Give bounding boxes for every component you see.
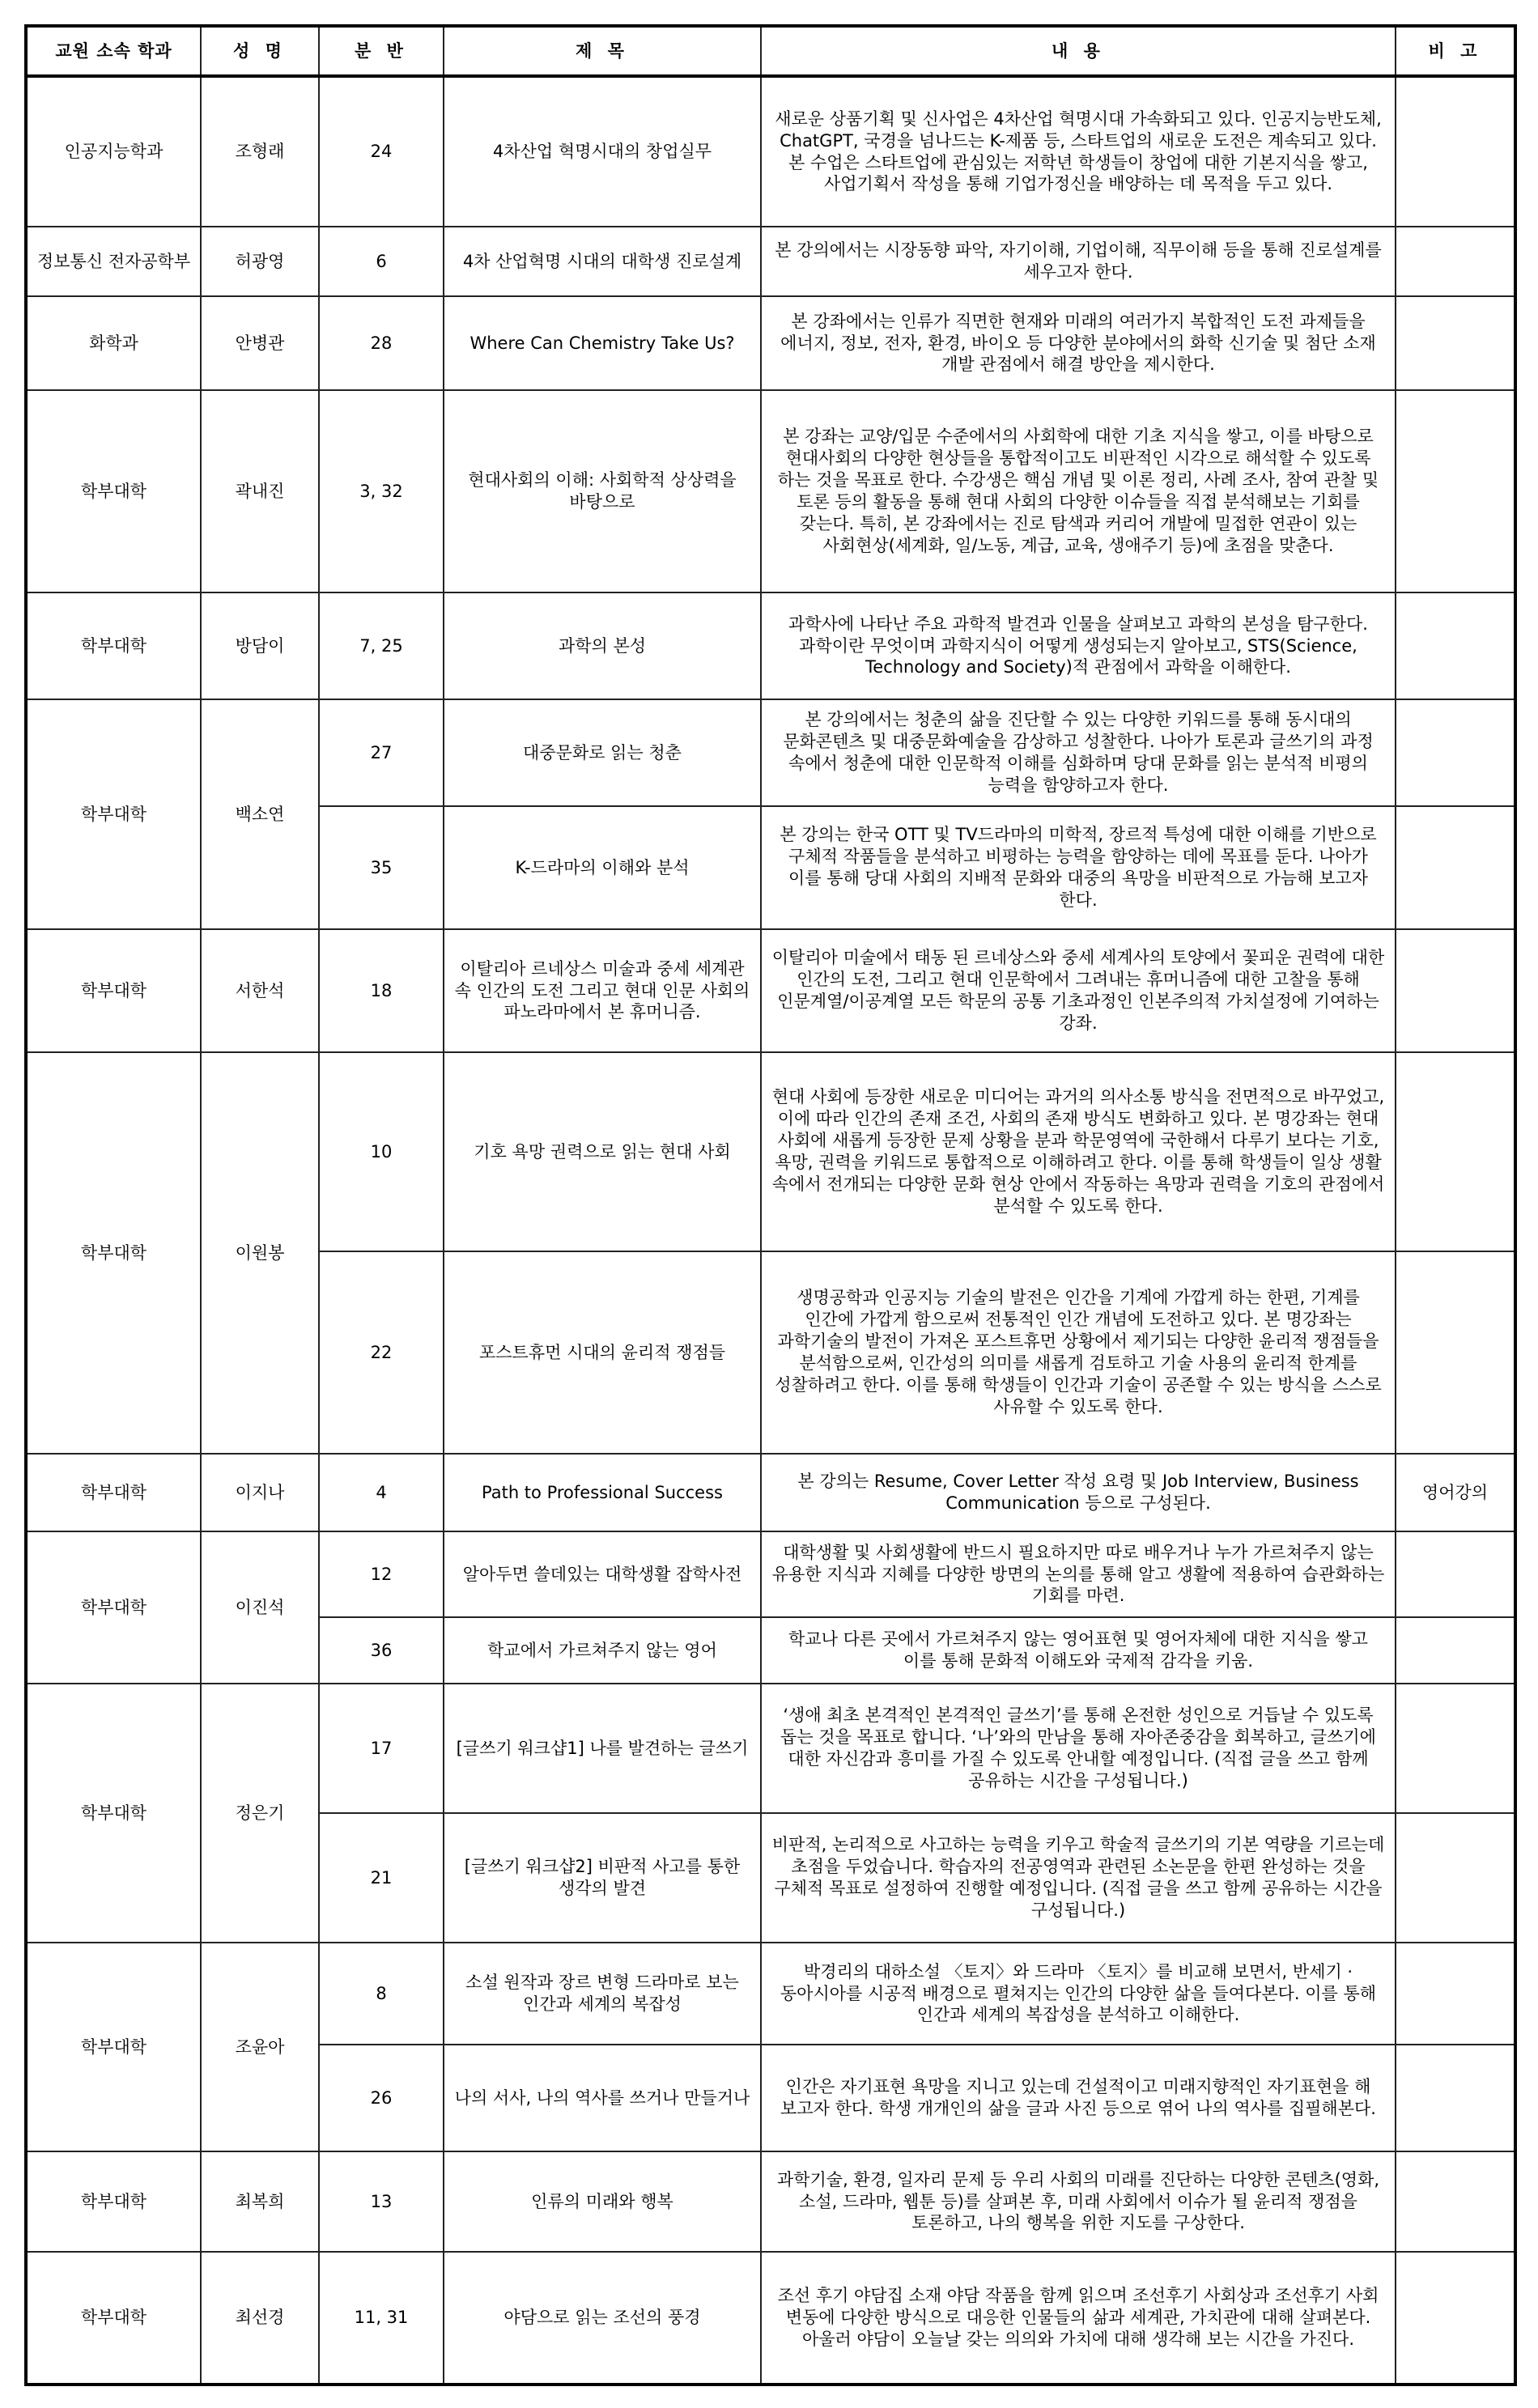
header-row bbox=[26, 26, 1515, 76]
cell-content: 이탈리아 미술에서 태동 된 르네상스와 중세 세계사의 토양에서 꽃피운 권력에 대한 인간의 도전, 그리고 현대 인문학에서 그려내는 휴머니즘에 대한 고찰을 통해 인문계열/이공계열 모든 학문의 공통 기초과정인 인본주의적 가치설정에 기여하는 강좌. bbox=[761, 929, 1396, 1052]
cell-content: 본 강의는 Resume, Cover Letter 작성 요령 및 Job Interview, Business Communication 등으로 구성된다. bbox=[761, 1454, 1396, 1531]
cell-class: 10 bbox=[319, 1052, 444, 1251]
cell-content: 대학생활 및 사회생활에 반드시 필요하지만 따로 배우거나 누가 가르쳐주지 않는 유용한 지식과 지혜를 다양한 방면의 논의를 통해 알고 생활에 적용하여 습관화하는 기회를 마련. bbox=[761, 1531, 1396, 1617]
cell-title: 포스트휴먼 시대의 윤리적 쟁점들 bbox=[444, 1251, 761, 1454]
cell-content: 현대 사회에 등장한 새로운 미디어는 과거의 의사소통 방식을 전면적으로 바꾸었고, 이에 따라 인간의 존재 조건, 사회의 존재 방식도 변화하고 있다. 본 명강좌는 현대 사회에 새롭게 등장한 문제 상황을 분과 학문영역에 국한해서 다루기 보다는 기호, 욕망, 권력을 키워드로 통합적으로 이해하려고 한다. 이를 통해 학생들이 일상 생활 속에서 전개되는 다양한 문화 현상 안에서 작동하는 욕망과 권력을 기호의 관점에서 분석할 수 있도록 한다. bbox=[761, 1052, 1396, 1251]
cell-dept: 학부대학 bbox=[26, 2151, 201, 2252]
cell-name: 조윤아 bbox=[201, 1943, 319, 2151]
cell-content: 학교나 다른 곳에서 가르쳐주지 않는 영어표현 및 영어자체에 대한 지식을 쌓고 이를 통해 문화적 이해도와 국제적 감각을 키움. bbox=[761, 1617, 1396, 1684]
cell-note bbox=[1396, 1684, 1515, 1813]
cell-class: 17 bbox=[319, 1684, 444, 1813]
cell-name: 이지나 bbox=[201, 1454, 319, 1531]
cell-content: 박경리의 대하소설 〈토지〉와 드라마 〈토지〉를 비교해 보면서, 반세기 · 동아시아를 시공적 배경으로 펼쳐지는 인간의 다양한 삶을 들여다본다. 이를 통해 인간과 세계의 복잡성을 분석하고 이해한다. bbox=[761, 1943, 1396, 2045]
table-row bbox=[26, 2252, 1515, 2385]
cell-name: 이진석 bbox=[201, 1531, 319, 1684]
cell-name: 최선경 bbox=[201, 2252, 319, 2385]
cell-note bbox=[1396, 592, 1515, 699]
cell-dept: 화학과 bbox=[26, 296, 201, 390]
cell-title: [글쓰기 워크샵1] 나를 발견하는 글쓰기 bbox=[444, 1684, 761, 1813]
header-dept: 교원 소속 학과 bbox=[26, 26, 201, 76]
cell-title: Where Can Chemistry Take Us? bbox=[444, 296, 761, 390]
cell-content: 과학기술, 환경, 일자리 문제 등 우리 사회의 미래를 진단하는 다양한 콘텐츠(영화, 소설, 드라마, 웹툰 등)를 살펴본 후, 미래 사회에서 이슈가 될 윤리적 쟁점을 토론하고, 나의 행복을 위한 지도를 구상한다. bbox=[761, 2151, 1396, 2252]
cell-class: 35 bbox=[319, 806, 444, 929]
cell-class: 8 bbox=[319, 1943, 444, 2045]
cell-content: 본 강좌에서는 인류가 직면한 현재와 미래의 여러가지 복합적인 도전 과제들을 에너지, 정보, 전자, 환경, 바이오 등 다양한 분야에서의 화학 신기술 및 첨단 소재 개발 관점에서 해결 방안을 제시한다. bbox=[761, 296, 1396, 390]
cell-dept: 학부대학 bbox=[26, 2252, 201, 2385]
cell-title: 학교에서 가르쳐주지 않는 영어 bbox=[444, 1617, 761, 1684]
table-row bbox=[26, 592, 1515, 699]
table-row bbox=[26, 929, 1515, 1052]
cell-note bbox=[1396, 1617, 1515, 1684]
cell-note bbox=[1396, 1531, 1515, 1617]
cell-title: 현대사회의 이해: 사회학적 상상력을 바탕으로 bbox=[444, 390, 761, 592]
cell-content: 본 강의에서는 청춘의 삶을 진단할 수 있는 다양한 키워드를 통해 동시대의 문화콘텐츠 및 대중문화예술을 감상하고 성찰한다. 나아가 토론과 글쓰기의 과정 속에서 청춘에 대한 인문학적 이해를 심화하며 당대 문화를 읽는 분석적 비평의 능력을 함양하고자 한다. bbox=[761, 699, 1396, 806]
cell-class: 6 bbox=[319, 227, 444, 296]
cell-class: 26 bbox=[319, 2045, 444, 2151]
table-body bbox=[26, 76, 1515, 2385]
cell-dept: 학부대학 bbox=[26, 1531, 201, 1684]
cell-class: 24 bbox=[319, 76, 444, 227]
cell-content: 생명공학과 인공지능 기술의 발전은 인간을 기계에 가깝게 하는 한편, 기계를 인간에 가깝게 함으로써 전통적인 인간 개념에 도전하고 있다. 본 명강좌는 과학기술의 발전이 가져온 포스트휴먼 상황에서 제기되는 다양한 윤리적 쟁점들을 분석함으로써, 인간성의 의미를 새롭게 검토하고 기술 사용의 윤리적 한계를 성찰하려고 한다. 이를 통해 학생들이 인간과 기술이 공존할 수 있는 방식을 스스로 사유할 수 있도록 한다. bbox=[761, 1251, 1396, 1454]
cell-content: ‘생애 최초 본격적인 본격적인 글쓰기’를 통해 온전한 성인으로 거듭날 수 있도록 돕는 것을 목표로 합니다. ‘나’와의 만남을 통해 자아존중감을 회복하고, 글쓰기에 대한 자신감과 흥미를 가질 수 있도록 안내할 예정입니다. (직접 글을 쓰고 함께 공유하는 시간을 구성됩니다.) bbox=[761, 1684, 1396, 1813]
cell-note bbox=[1396, 227, 1515, 296]
table-row bbox=[26, 1052, 1515, 1251]
table-row bbox=[26, 390, 1515, 592]
cell-dept: 학부대학 bbox=[26, 699, 201, 929]
cell-class: 21 bbox=[319, 1813, 444, 1943]
cell-name: 최복희 bbox=[201, 2151, 319, 2252]
cell-name: 정은기 bbox=[201, 1684, 319, 1943]
cell-title: 야담으로 읽는 조선의 풍경 bbox=[444, 2252, 761, 2385]
cell-title: [글쓰기 워크샵2] 비판적 사고를 통한 생각의 발견 bbox=[444, 1813, 761, 1943]
cell-name: 곽내진 bbox=[201, 390, 319, 592]
table-row bbox=[26, 76, 1515, 227]
cell-title: 4차산업 혁명시대의 창업실무 bbox=[444, 76, 761, 227]
cell-note bbox=[1396, 1052, 1515, 1251]
cell-note bbox=[1396, 2151, 1515, 2252]
header-name: 성 명 bbox=[201, 26, 319, 76]
cell-title: K-드라마의 이해와 분석 bbox=[444, 806, 761, 929]
cell-title: 기호 욕망 권력으로 읽는 현대 사회 bbox=[444, 1052, 761, 1251]
cell-class: 12 bbox=[319, 1531, 444, 1617]
cell-note bbox=[1396, 806, 1515, 929]
cell-title: 소설 원작과 장르 변형 드라마로 보는 인간과 세계의 복잡성 bbox=[444, 1943, 761, 2045]
cell-title: 과학의 본성 bbox=[444, 592, 761, 699]
cell-note bbox=[1396, 1251, 1515, 1454]
cell-title: 나의 서사, 나의 역사를 쓰거나 만들거나 bbox=[444, 2045, 761, 2151]
cell-dept: 학부대학 bbox=[26, 1943, 201, 2151]
cell-note bbox=[1396, 929, 1515, 1052]
header-note: 비 고 bbox=[1396, 26, 1515, 76]
cell-name: 서한석 bbox=[201, 929, 319, 1052]
cell-title: 알아두면 쓸데있는 대학생활 잡학사전 bbox=[444, 1531, 761, 1617]
cell-class: 11, 31 bbox=[319, 2252, 444, 2385]
table-row bbox=[26, 1943, 1515, 2045]
cell-class: 3, 32 bbox=[319, 390, 444, 592]
cell-dept: 학부대학 bbox=[26, 929, 201, 1052]
cell-note bbox=[1396, 2045, 1515, 2151]
table-row bbox=[26, 227, 1515, 296]
cell-class: 22 bbox=[319, 1251, 444, 1454]
cell-class: 27 bbox=[319, 699, 444, 806]
table-row bbox=[26, 2151, 1515, 2252]
cell-title: 이탈리아 르네상스 미술과 중세 세계관 속 인간의 도전 그리고 현대 인문 사회의 파노라마에서 본 휴머니즘. bbox=[444, 929, 761, 1052]
cell-name: 안병관 bbox=[201, 296, 319, 390]
cell-dept: 정보통신 전자공학부 bbox=[26, 227, 201, 296]
cell-class: 13 bbox=[319, 2151, 444, 2252]
cell-class: 4 bbox=[319, 1454, 444, 1531]
cell-note bbox=[1396, 1813, 1515, 1943]
table-row bbox=[26, 1684, 1515, 1813]
cell-class: 28 bbox=[319, 296, 444, 390]
cell-class: 18 bbox=[319, 929, 444, 1052]
cell-name: 허광영 bbox=[201, 227, 319, 296]
cell-note: 영어강의 bbox=[1396, 1454, 1515, 1531]
cell-dept: 학부대학 bbox=[26, 1454, 201, 1531]
cell-note bbox=[1396, 296, 1515, 390]
table-row bbox=[26, 1531, 1515, 1617]
cell-content: 과학사에 나타난 주요 과학적 발견과 인물을 살펴보고 과학의 본성을 탐구한다. 과학이란 무엇이며 과학지식이 어떻게 생성되는지 알아보고, STS(Science, Technology and Society)적 관점에서 과학을 이해한다. bbox=[761, 592, 1396, 699]
cell-note bbox=[1396, 699, 1515, 806]
cell-note bbox=[1396, 2252, 1515, 2385]
table-row bbox=[26, 699, 1515, 806]
cell-name: 백소연 bbox=[201, 699, 319, 929]
cell-content: 새로운 상품기획 및 신사업은 4차산업 혁명시대 가속화되고 있다. 인공지능반도체, ChatGPT, 국경을 넘나드는 K-제품 등, 스타트업의 새로운 도전은 계속되고 있다. 본 수업은 스타트업에 관심있는 저학년 학생들이 창업에 대한 기본지식을 쌓고, 사업기획서 작성을 통해 기업가정신을 배양하는 데 목적을 두고 있다. bbox=[761, 76, 1396, 227]
cell-note bbox=[1396, 390, 1515, 592]
cell-dept: 학부대학 bbox=[26, 1684, 201, 1943]
header-title: 제 목 bbox=[444, 26, 761, 76]
header-content: 내 용 bbox=[761, 26, 1396, 76]
cell-class: 7, 25 bbox=[319, 592, 444, 699]
cell-content: 인간은 자기표현 욕망을 지니고 있는데 건설적이고 미래지향적인 자기표현을 해 보고자 한다. 학생 개개인의 삶을 글과 사진 등으로 엮어 나의 역사를 집필해본다. bbox=[761, 2045, 1396, 2151]
cell-title: 인류의 미래와 행복 bbox=[444, 2151, 761, 2252]
cell-content: 조선 후기 야담집 소재 야담 작품을 함께 읽으며 조선후기 사회상과 조선후기 사회 변동에 다양한 방식으로 대응한 인물들의 삶과 세계관, 가치관에 대해 살펴본다. 아울러 야담이 오늘날 갖는 의의와 가치에 대해 생각해 보는 시간을 가진다. bbox=[761, 2252, 1396, 2385]
course-table bbox=[24, 24, 1517, 2386]
cell-title: 4차 산업혁명 시대의 대학생 진로설계 bbox=[444, 227, 761, 296]
cell-note bbox=[1396, 1943, 1515, 2045]
cell-dept: 학부대학 bbox=[26, 592, 201, 699]
cell-content: 본 강의는 한국 OTT 및 TV드라마의 미학적, 장르적 특성에 대한 이해를 기반으로 구체적 작품들을 분석하고 비평하는 능력을 함양하는 데에 목표를 둔다. 나아가 이를 통해 당대 사회의 지배적 문화와 대중의 욕망을 비판적으로 가늠해 보고자 한다. bbox=[761, 806, 1396, 929]
table-row bbox=[26, 1454, 1515, 1531]
cell-dept: 학부대학 bbox=[26, 1052, 201, 1454]
table-header bbox=[26, 26, 1515, 76]
cell-note bbox=[1396, 76, 1515, 227]
cell-content: 본 강의에서는 시장동향 파악, 자기이해, 기업이해, 직무이해 등을 통해 진로설계를 세우고자 한다. bbox=[761, 227, 1396, 296]
cell-content: 본 강좌는 교양/입문 수준에서의 사회학에 대한 기초 지식을 쌓고, 이를 바탕으로 현대사회의 다양한 현상들을 통합적이고도 비판적인 시각으로 해석할 수 있도록 하는 것을 목표로 한다. 수강생은 핵심 개념 및 이론 정리, 사례 조사, 참여 관찰 및 토론 등의 활동을 통해 현대 사회의 다양한 이슈들을 직접 분석해보는 기회를 갖는다. 특히, 본 강좌에서는 진로 탐색과 커리어 개발에 밀접한 연관이 있는 사회현상(세계화, 일/노동, 계급, 교육, 생애주기 등)에 초점을 맞춘다. bbox=[761, 390, 1396, 592]
cell-title: Path to Professional Success bbox=[444, 1454, 761, 1531]
cell-dept: 학부대학 bbox=[26, 390, 201, 592]
cell-name: 방담이 bbox=[201, 592, 319, 699]
cell-content: 비판적, 논리적으로 사고하는 능력을 키우고 학술적 글쓰기의 기본 역량을 기르는데 초점을 두었습니다. 학습자의 전공영역과 관련된 소논문을 한편 완성하는 것을 구체적 목표로 설정하여 진행할 예정입니다. (직접 글을 쓰고 함께 공유하는 시간을 구성됩니다.) bbox=[761, 1813, 1396, 1943]
cell-name: 조형래 bbox=[201, 76, 319, 227]
header-class: 분 반 bbox=[319, 26, 444, 76]
cell-title: 대중문화로 읽는 청춘 bbox=[444, 699, 761, 806]
cell-name: 이원봉 bbox=[201, 1052, 319, 1454]
table-row bbox=[26, 296, 1515, 390]
cell-dept: 인공지능학과 bbox=[26, 76, 201, 227]
cell-class: 36 bbox=[319, 1617, 444, 1684]
